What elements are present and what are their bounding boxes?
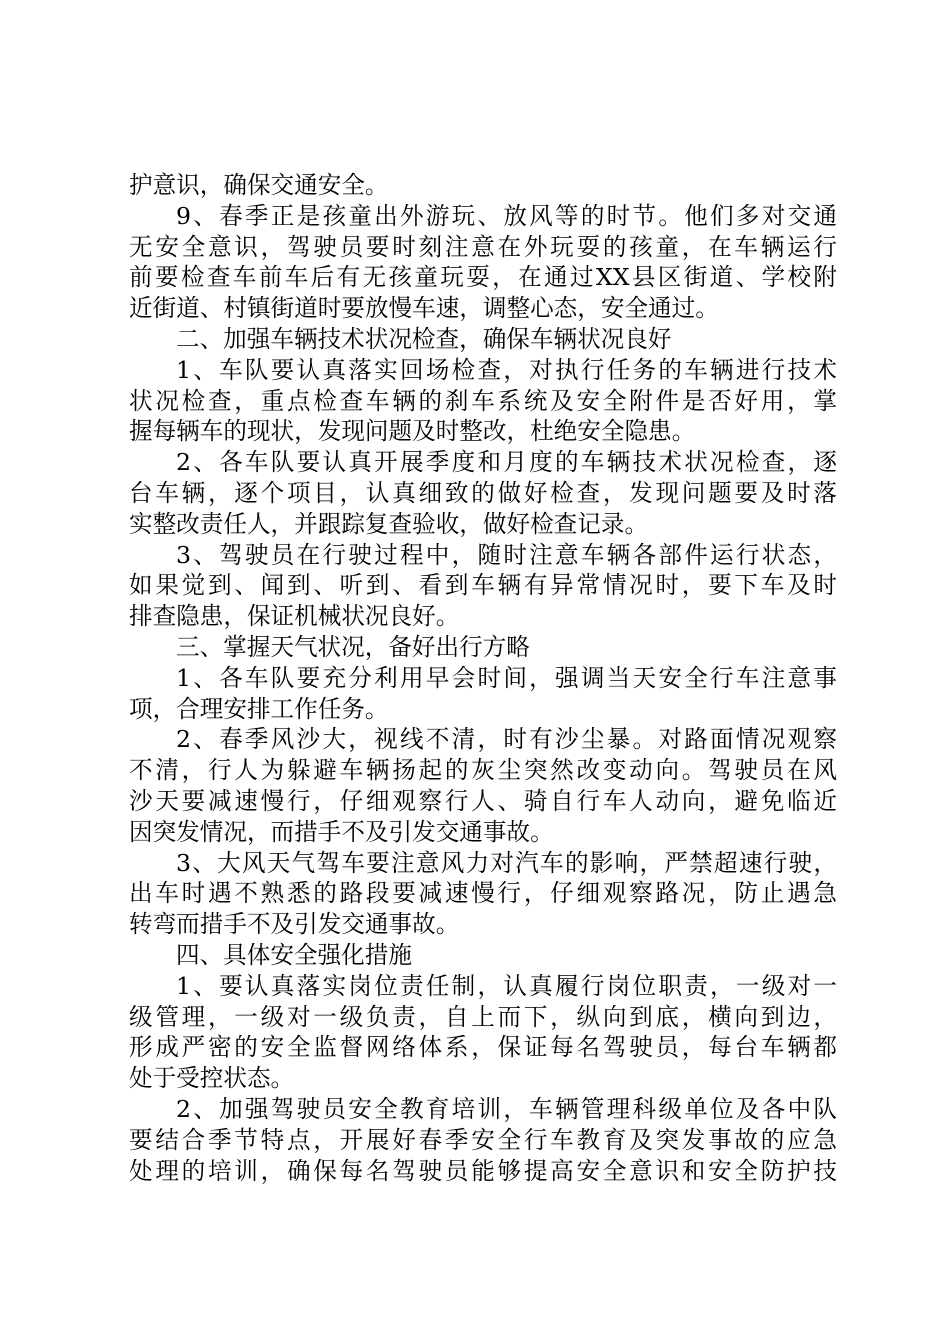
text-line: 2、春季风沙大，视线不清，时有沙尘暴。对路面情况观察 — [176, 725, 837, 754]
text-line: 排查隐患，保证机械状况良好。 — [129, 602, 460, 631]
text-line: 项，合理安排工作任务。 — [129, 694, 389, 723]
text-line: 1、车队要认真落实回场检查，对执行任务的车辆进行技术 — [176, 355, 837, 384]
text-line: 四、具体安全强化措施 — [176, 940, 412, 969]
text-line: 三、掌握天气状况，备好出行方略 — [176, 632, 530, 661]
text-line: 1、要认真落实岗位责任制，认真履行岗位职责，一级对一 — [176, 971, 837, 1000]
text-line: 级管理，一级对一级负责，自上而下，纵向到底，横向到边， — [129, 1002, 837, 1031]
document-body — [129, 170, 837, 1186]
text-line: 处理的培训，确保每名驾驶员能够提高安全意识和安全防护技 — [129, 1156, 837, 1185]
text-line: 握每辆车的现状，发现问题及时整改，杜绝安全隐患。 — [129, 417, 696, 446]
text-line: 近街道、村镇街道时要放慢车速，调整心态，安全通过。 — [129, 294, 719, 323]
text-line: 实整改责任人，并跟踪复查验收，做好检查记录。 — [129, 509, 649, 538]
text-line: 二、加强车辆技术状况检查，确保车辆状况良好 — [176, 324, 672, 353]
text-line: 2、各车队要认真开展季度和月度的车辆技术状况检查，逐 — [176, 448, 837, 477]
text-line: 2、加强驾驶员安全教育培训，车辆管理科级单位及各中队 — [176, 1094, 837, 1123]
text-line: 前要检查车前车后有无孩童玩耍，在通过XX县区街道、学校附 — [129, 263, 837, 292]
text-line: 沙天要减速慢行，仔细观察行人、骑自行车人动向，避免临近 — [129, 786, 837, 815]
text-line: 1、各车队要充分利用早会时间，强调当天安全行车注意事 — [176, 663, 837, 692]
text-line: 不清，行人为躲避车辆扬起的灰尘突然改变动向。驾驶员在风 — [129, 756, 837, 785]
text-line: 处于受控状态。 — [129, 1064, 295, 1093]
text-line: 如果觉到、闻到、听到、看到车辆有异常情况时，要下车及时 — [129, 571, 837, 600]
text-line: 形成严密的安全监督网络体系，保证每名驾驶员，每台车辆都 — [129, 1033, 837, 1062]
text-line: 3、驾驶员在行驶过程中，随时注意车辆各部件运行状态， — [176, 540, 837, 569]
text-line: 要结合季节特点，开展好春季安全行车教育及突发事故的应急 — [129, 1125, 837, 1154]
text-line: 因突发情况，而措手不及引发交通事故。 — [129, 817, 554, 846]
text-line: 3、大风天气驾车要注意风力对汽车的影响，严禁超速行驶， — [176, 848, 837, 877]
text-line: 出车时遇不熟悉的路段要减速慢行，仔细观察路况，防止遇急 — [129, 879, 837, 908]
text-line: 9、春季正是孩童出外游玩、放风等的时节。他们多对交通 — [176, 201, 837, 230]
text-line: 台车辆，逐个项目，认真细致的做好检查，发现问题要及时落 — [129, 478, 837, 507]
text-line: 转弯而措手不及引发交通事故。 — [129, 910, 460, 939]
text-line: 无安全意识，驾驶员要时刻注意在外玩耍的孩童，在车辆运行 — [129, 232, 837, 261]
text-line: 护意识，确保交通安全。 — [129, 171, 389, 199]
text-line: 状况检查，重点检查车辆的刹车系统及安全附件是否好用，掌 — [129, 386, 837, 415]
